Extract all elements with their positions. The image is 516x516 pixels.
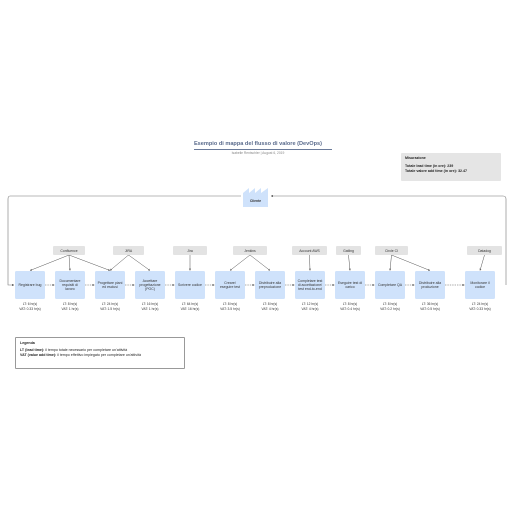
legend-box: [15, 337, 185, 369]
value-add-time-value: VAT: 3.5 hr(s): [220, 307, 240, 312]
process-step[interactable]: Creare/ eseguire test: [215, 271, 245, 299]
diagram-subtitle: Isabelle Rentschler | August 6, 2019: [231, 151, 285, 155]
value-add-time-value: VAT: 0.5 hr(s): [420, 307, 440, 312]
process-step[interactable]: Completare test di accettazione/ test end-to-end: [295, 271, 325, 299]
value-add-time-value: VAT: 0.33 hr(s): [469, 307, 491, 312]
process-step[interactable]: Monitorare il codice: [465, 271, 495, 299]
step-metric: [130, 302, 170, 312]
lead-time-value: LT: 8 hr(s): [62, 302, 78, 306]
tool-connector: [69, 255, 110, 271]
lead-time-value: LT: 12 hr(s): [301, 302, 319, 306]
tool-label: Account AWS: [292, 246, 327, 255]
step-metric: [170, 302, 210, 312]
legend-lt-term: LT (lead time):: [20, 348, 45, 352]
customer-label: Cliente: [249, 199, 262, 203]
process-step[interactable]: Accettare progettazione (POC): [135, 271, 165, 299]
value-add-time-value: VAT: 4 hr(s): [261, 307, 279, 312]
tool-label: Gatling: [336, 246, 361, 255]
process-step[interactable]: Eseguire test di carico: [335, 271, 365, 299]
measurement-title: Misurazione: [405, 156, 426, 160]
lead-time-value: LT: 16 hr(s): [141, 302, 159, 306]
value-add-time-value: VAT: 16 hr(s): [180, 307, 200, 312]
total-lead-time-value: 239: [447, 164, 454, 168]
step-metric: [410, 302, 450, 312]
tool-connector: [349, 255, 351, 271]
process-step[interactable]: Documentare requisiti di lavoro: [55, 271, 85, 299]
legend-lt-desc: il tempo totale necessario per completare un'attività: [45, 348, 128, 352]
tool-label: Jenkins: [233, 246, 267, 255]
lead-time-value: LT: 8 hr(s): [262, 302, 278, 306]
process-step[interactable]: Distribuire alla produzione: [415, 271, 445, 299]
step-metric: [290, 302, 330, 312]
step-metric: [50, 302, 90, 312]
process-step[interactable]: Distribuire alla preproduzione: [255, 271, 285, 299]
lead-time-value: LT: 6 hr(s): [22, 302, 38, 306]
legend-title: Legenda: [20, 341, 35, 345]
value-add-time-value: VAT: 1 hr(s): [141, 307, 159, 312]
value-add-time-value: VAT: 4 hr(s): [301, 307, 319, 312]
process-step[interactable]: Progettare piani ed esclusi: [95, 271, 125, 299]
legend-vat-term: VAT (value add time):: [20, 353, 57, 357]
value-add-time-value: VAT: 1.5 hr(s): [100, 307, 120, 312]
total-value-added-label: Totale valore add time (in ore):: [405, 169, 458, 173]
tool-connector: [30, 255, 69, 271]
lead-time-value: LT: 24 hr(s): [101, 302, 119, 306]
legend-vat-desc: il tempo effettivo impiegato per completare un'attività: [57, 353, 141, 357]
tool-label: JIRA: [113, 246, 144, 255]
total-value-added-value: 32.47: [458, 169, 468, 173]
process-step[interactable]: Registrare bug: [15, 271, 45, 299]
process-step[interactable]: Scrivere codice: [175, 271, 205, 299]
lead-time-value: LT: 64 hr(s): [181, 302, 199, 306]
step-metric: [250, 302, 290, 312]
value-add-time-value: VAT: 0.2 hr(s): [380, 307, 400, 312]
tool-connector: [230, 255, 250, 271]
step-metric: [90, 302, 130, 312]
factory-icon: [241, 183, 270, 209]
step-metric: [370, 302, 410, 312]
value-add-time-value: VAT: 0.4 hr(s): [340, 307, 360, 312]
tool-connector: [392, 255, 431, 271]
legend-vat-row: [20, 353, 180, 358]
process-step[interactable]: Completare QA: [375, 271, 405, 299]
value-add-time-value: VAT: 1 hr(s): [61, 307, 79, 312]
step-metric: [460, 302, 500, 312]
tool-connector: [310, 255, 311, 271]
lead-time-value: LT: 8 hr(s): [342, 302, 358, 306]
step-metric: [10, 302, 50, 312]
tool-label: Confluence: [53, 246, 85, 255]
tool-connector: [129, 255, 151, 271]
diagram-title: Esempio di mappa del flusso di valore (DevOps): [193, 141, 323, 147]
tool-connector: [390, 255, 392, 271]
total-lead-time-label: Totale lead time (in ore):: [405, 164, 447, 168]
tool-label: Jira: [173, 246, 207, 255]
lead-time-value: LT: 8 hr(s): [222, 302, 238, 306]
tool-connector: [110, 255, 129, 271]
step-metric: [330, 302, 370, 312]
tool-connector: [250, 255, 270, 271]
tool-label: Datadog: [467, 246, 502, 255]
value-add-time-value: VAT: 0.33 hr(s): [19, 307, 41, 312]
tool-label: Circle CI: [375, 246, 408, 255]
lead-time-value: LT: 36 hr(s): [421, 302, 439, 306]
lead-time-value: LT: 24 hr(s): [471, 302, 489, 306]
step-metric: [210, 302, 250, 312]
tool-connector: [69, 255, 70, 271]
tool-connector: [480, 255, 485, 271]
lead-time-value: LT: 8 hr(s): [382, 302, 398, 306]
